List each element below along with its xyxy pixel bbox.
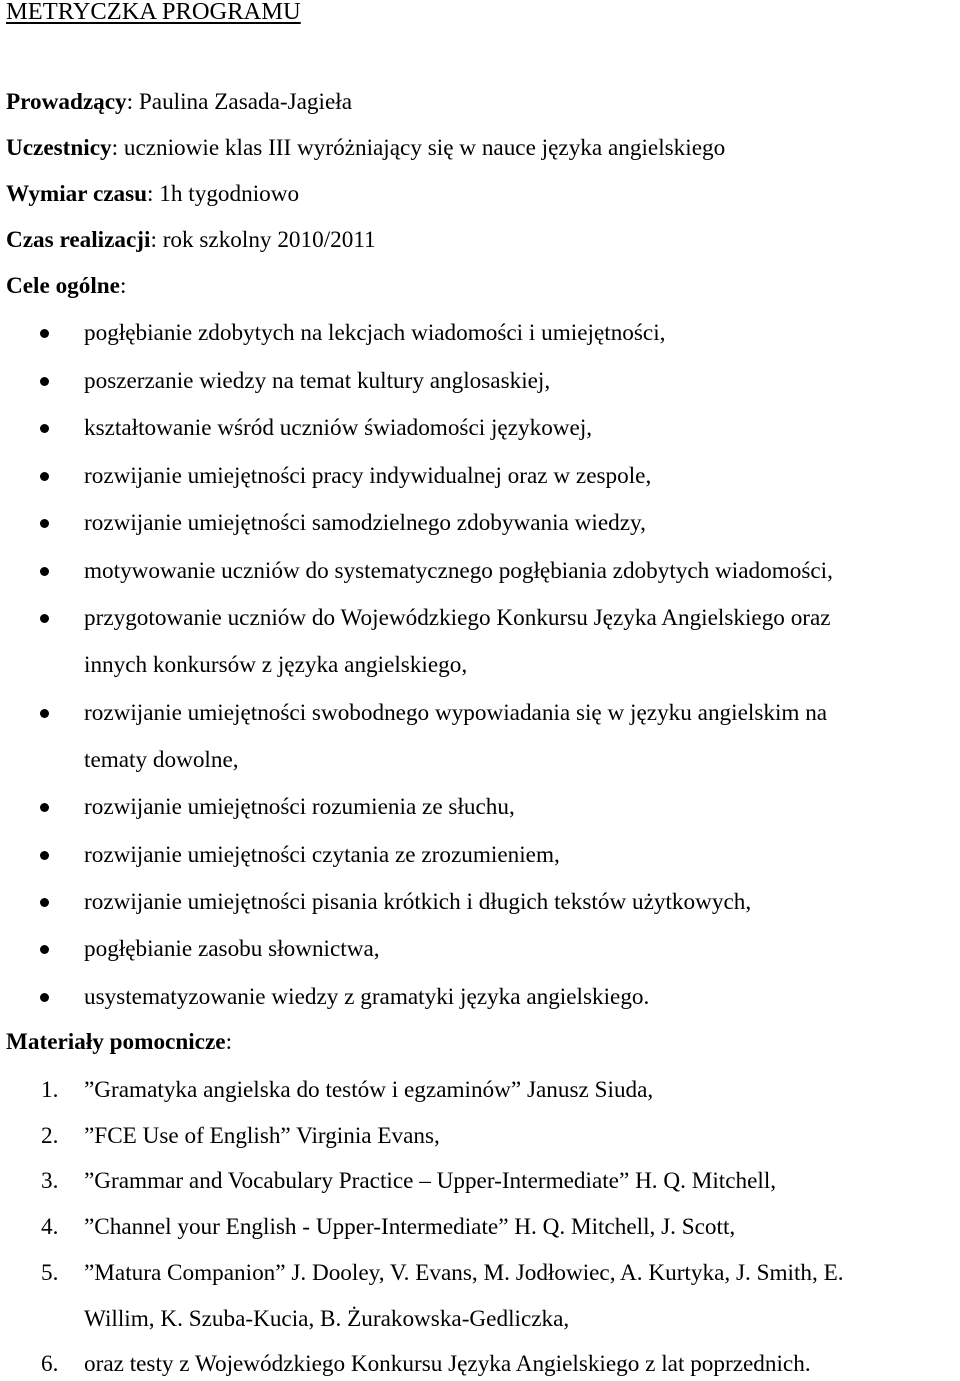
goal-item: rozwijanie umiejętności czytania ze zrozumieniem, <box>84 842 560 868</box>
goals-label: Cele ogólne <box>6 273 120 299</box>
materials-heading <box>6 1027 232 1057</box>
goal-item: pogłębianie zdobytych na lekcjach wiadomości i umiejętności, <box>84 320 666 346</box>
field-value: rok szkolny 2010/2011 <box>162 227 376 253</box>
bullet-icon <box>40 377 49 386</box>
goal-item: pogłębianie zasobu słownictwa, <box>84 936 380 962</box>
bullet-icon <box>40 424 49 433</box>
materials-colon: : <box>225 1029 233 1055</box>
goal-item: rozwijanie umiejętności swobodnego wypowiadania się w języku angielskim na <box>84 700 828 726</box>
material-item-continuation: Willim, K. Szuba-Kucia, B. Żurakowska-Gedliczka, <box>84 1306 570 1332</box>
goal-item: usystematyzowanie wiedzy z gramatyki języka angielskiego. <box>84 984 650 1010</box>
goal-item-continuation: tematy dowolne, <box>84 747 239 773</box>
bullet-icon <box>40 709 49 718</box>
field-czas-realizacji <box>6 225 376 255</box>
field-colon: : <box>126 89 139 115</box>
bullet-icon <box>40 945 49 954</box>
field-uczestnicy <box>6 133 725 163</box>
bullet-icon <box>40 519 49 528</box>
field-label: Uczestnicy <box>6 135 112 161</box>
material-number: 3. <box>41 1168 59 1194</box>
bullet-icon <box>40 614 49 623</box>
goals-colon: : <box>119 273 127 299</box>
field-colon: : <box>150 227 163 253</box>
document-title: METRYCZKA PROGRAMU <box>6 0 301 25</box>
materials-label: Materiały pomocnicze <box>6 1029 226 1055</box>
material-number: 4. <box>41 1214 59 1240</box>
goal-item: motywowanie uczniów do systematycznego pogłębiania zdobytych wiadomości, <box>84 558 833 584</box>
field-label: Prowadzący <box>6 89 127 115</box>
goal-item: rozwijanie umiejętności pisania krótkich i długich tekstów użytkowych, <box>84 889 752 915</box>
field-label: Wymiar czasu <box>6 181 148 207</box>
goal-item: rozwijanie umiejętności rozumienia ze słuchu, <box>84 794 515 820</box>
field-value: 1h tygodniowo <box>159 181 300 207</box>
field-wymiar-czasu <box>6 179 299 209</box>
goal-item: poszerzanie wiedzy na temat kultury anglosaskiej, <box>84 368 551 394</box>
field-value: Paulina Zasada-Jagieła <box>138 89 352 115</box>
material-item: ”Channel your English - Upper-Intermediate” H. Q. Mitchell, J. Scott, <box>84 1214 736 1240</box>
material-item: ”Gramatyka angielska do testów i egzaminów” Janusz Siuda, <box>84 1077 654 1103</box>
bullet-icon <box>40 993 49 1002</box>
material-number: 2. <box>41 1123 59 1149</box>
bullet-icon <box>40 898 49 907</box>
bullet-icon <box>40 851 49 860</box>
field-label: Czas realizacji <box>6 227 151 253</box>
material-item: ”Grammar and Vocabulary Practice – Upper-Intermediate” H. Q. Mitchell, <box>84 1168 777 1194</box>
goal-item: kształtowanie wśród uczniów świadomości językowej, <box>84 415 593 441</box>
bullet-icon <box>40 329 49 338</box>
goal-item: rozwijanie umiejętności samodzielnego zdobywania wiedzy, <box>84 510 646 536</box>
bullet-icon <box>40 567 49 576</box>
material-item: ”FCE Use of English” Virginia Evans, <box>84 1123 440 1149</box>
field-value: uczniowie klas III wyróżniający się w nauce języka angielskiego <box>123 135 726 161</box>
goal-item-continuation: innych konkursów z języka angielskiego, <box>84 652 468 678</box>
bullet-icon <box>40 472 49 481</box>
goal-item: przygotowanie uczniów do Wojewódzkiego Konkursu Języka Angielskiego oraz <box>84 605 831 631</box>
material-number: 1. <box>41 1077 59 1103</box>
material-item: oraz testy z Wojewódzkiego Konkursu Języka Angielskiego z lat poprzednich. <box>84 1351 811 1377</box>
material-number: 5. <box>41 1260 59 1286</box>
field-prowadzacy <box>6 87 352 117</box>
field-colon: : <box>147 181 160 207</box>
material-item: ”Matura Companion” J. Dooley, V. Evans, M. Jodłowiec, A. Kurtyka, J. Smith, E. <box>84 1260 844 1286</box>
material-number: 6. <box>41 1351 59 1377</box>
bullet-icon <box>40 803 49 812</box>
field-colon: : <box>111 135 124 161</box>
goal-item: rozwijanie umiejętności pracy indywidualnej oraz w zespole, <box>84 463 652 489</box>
goals-heading <box>6 271 126 301</box>
